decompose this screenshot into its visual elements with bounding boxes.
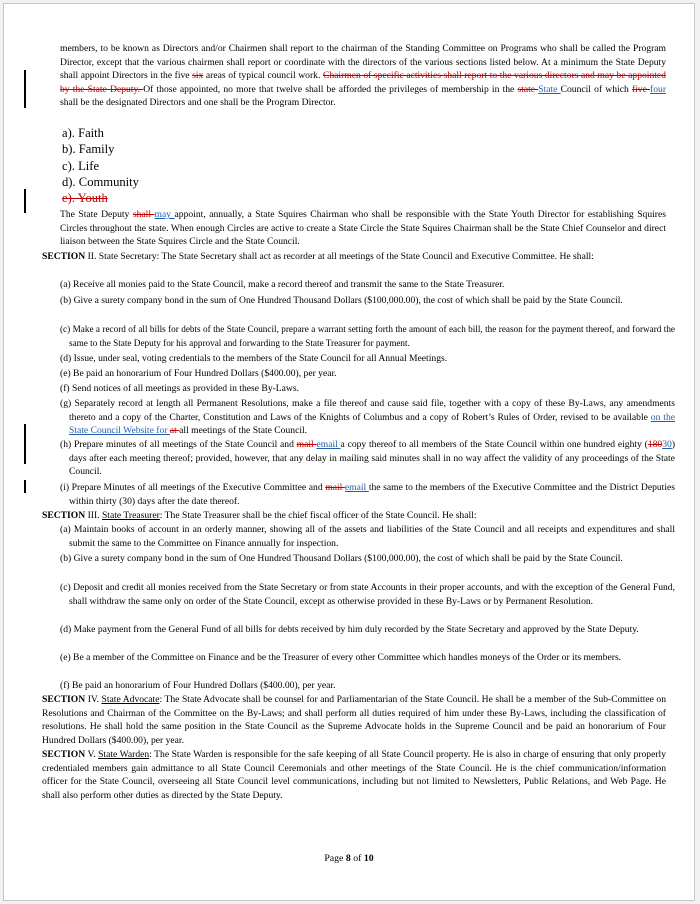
intro-paragraph: members, to be known as Directors and/or Chairmen shall report to the chairman of the Standing Committee on Programs who shall be called the Program Director, except that the various chairmen shall report or coordinate with the directors of the various sections listed below. At a minimum the State Deputy shall appoint Directors in the five six areas of typical council work. Chairmen of specific activities shall report to the various directors and may be appointed by the State Deputy. Of those appointed, no more that twelve shall be afforded the privileges of membership in the state State Council of which five four shall be the designated Directors and one shall be the Program Director. bbox=[60, 43, 667, 109]
section-2-item-a: (a) Receive all monies paid to the State Council, make a record thereof and transmit the same to the State Treasurer. bbox=[60, 279, 505, 290]
section-3-item-b: (b) Give a surety company bond in the sum of One Hundred Thousand Dollars ($100,000.00), the cost of which shall be paid by the State Council. bbox=[60, 553, 623, 564]
section-3-item-e: (e) Be a member of the Committee on Finance and be the Treasurer of every other Committee which handles moneys of the Order or its members. bbox=[60, 652, 622, 663]
section-3-item-c: (c) Deposit and credit all monies received from the State Secretary or from state Accounts in their proper accounts, and with the exception of the General Fund, shall withdraw the same only on order of the State Council, except as otherwise provided in these By-Laws or by Permanent Resolution. bbox=[60, 582, 675, 607]
document-page bbox=[3, 3, 695, 901]
section-3-heading: SECTION III. State Treasurer: The State Treasurer shall be the chief fiscal officer of the State Council. He shall: bbox=[42, 510, 477, 521]
page-number: 8 bbox=[345, 853, 351, 864]
change-bar bbox=[24, 189, 26, 213]
change-bar bbox=[24, 424, 26, 464]
section-3-item-d: (d) Make payment from the General Fund of all bills for debts received by him duly recorded by the State Secretary and approved by the State Deputy. bbox=[60, 624, 639, 635]
section-4-paragraph: SECTION IV. State Advocate: The State Advocate shall be counsel for and Parliamentarian of the State Council. He shall be a member of the Sub-Committee on Resolutions and Chairman of the Committee on the By-Laws; and shall perform all duties required of him under these By-Laws, including the classification of resolutions. He shall hold the same position in the State Council as the Supreme Advocate holds in the Supreme Council and be paid an honorarium of Four Hundred Dollars ($400.00), per year. bbox=[42, 694, 666, 746]
area-item: a). Faith bbox=[62, 126, 104, 140]
change-bar bbox=[24, 70, 26, 108]
page-total: 10 bbox=[363, 853, 374, 864]
section-2-heading: SECTION II. State Secretary: The State Secretary shall act as recorder at all meetings of the State Council and Executive Committee. He shall: bbox=[42, 251, 594, 262]
change-bar bbox=[24, 480, 26, 493]
area-item-deleted: e). Youth bbox=[62, 191, 108, 205]
section-2-item-c: (c) Make a record of all bills for debts of the State Council, prepare a warrant setting forth the amount of each bill, the reason for the payment thereof, and forward the same to the State Deputy for his approval and forwarding to the State Treasurer for payment. bbox=[60, 324, 675, 348]
section-2-item-h: (h) Prepare minutes of all meetings of the State Council and mail email a copy thereof to all members of the State Council within one hundred eighty (18030) days after each meeting thereof; provided, however, that any delay in mailing said minutes shall in no way affect the validity of any proceedings of the State Council. bbox=[60, 439, 676, 478]
section-2-item-f: (f) Send notices of all meetings as provided in these By-Laws. bbox=[60, 383, 299, 394]
section-3-item-f: (f) Be paid an honorarium of Four Hundred Dollars ($400.00), per year. bbox=[60, 680, 336, 691]
section-5-paragraph: SECTION V. State Warden: The State Warden is responsible for the safe keeping of all State Council property. He is also in charge of ensuring that only properly credentialed members gain admittance to all State Council Ceremonials and other meetings of the State Council. He is the chief communication/information officer for the State Council, overseeing all State Council level communications, including but not limited to Newsletters, Public Relations, and Web Page. He shall also perform other duties as directed by the State Deputy. bbox=[42, 749, 667, 801]
area-item: c). Life bbox=[62, 159, 100, 173]
area-item: b). Family bbox=[62, 142, 115, 156]
section-3-item-a: (a) Maintain books of account in an orderly manner, showing all of the assets and liabilities of the State Council and all receipts and expenditures and shall submit the same to the Committee on Finance annually for inspection. bbox=[60, 524, 675, 549]
section-2-item-b: (b) Give a surety company bond in the sum of One Hundred Thousand Dollars ($100,000.00), the cost of which shall be paid by the State Council. bbox=[60, 295, 623, 306]
section-2-item-e: (e) Be paid an honorarium of Four Hundred Dollars ($400.00), per year. bbox=[60, 368, 337, 379]
section-2-item-d: (d) Issue, under seal, voting credentials to the members of the State Council for all Annual Meetings. bbox=[60, 353, 448, 364]
page-footer: Page 8 of 10 bbox=[324, 853, 374, 864]
section-2-item-i: (i) Prepare Minutes of all meetings of the Executive Committee and mail email the same to the members of the Executive Committee and the District Deputies within thirty (30) days after the date thereof. bbox=[60, 482, 676, 507]
section-2-item-g: (g) Separately record at length all Permanent Resolutions, make a file thereof and cause said file, together with a copy of these By-Laws, any amendments thereto and a copy of the Charter, Constitution and Laws of the Knights of Columbus and a copy of Robert’s Rules of Order, revised to be available on the State Council Website for at all meetings of the State Council. bbox=[60, 398, 675, 437]
squires-paragraph: The State Deputy shall may appoint, annually, a State Squires Chairman who shall be responsible with the State Youth Director for establishing Squires Circles throughout the state. When enough Circles are active to create a State Circle the State Squires Chairman shall be the State Chief Counselor and direct liaison between the State Squires Circle and the State Council. bbox=[60, 209, 666, 248]
area-item: d). Community bbox=[62, 175, 139, 189]
